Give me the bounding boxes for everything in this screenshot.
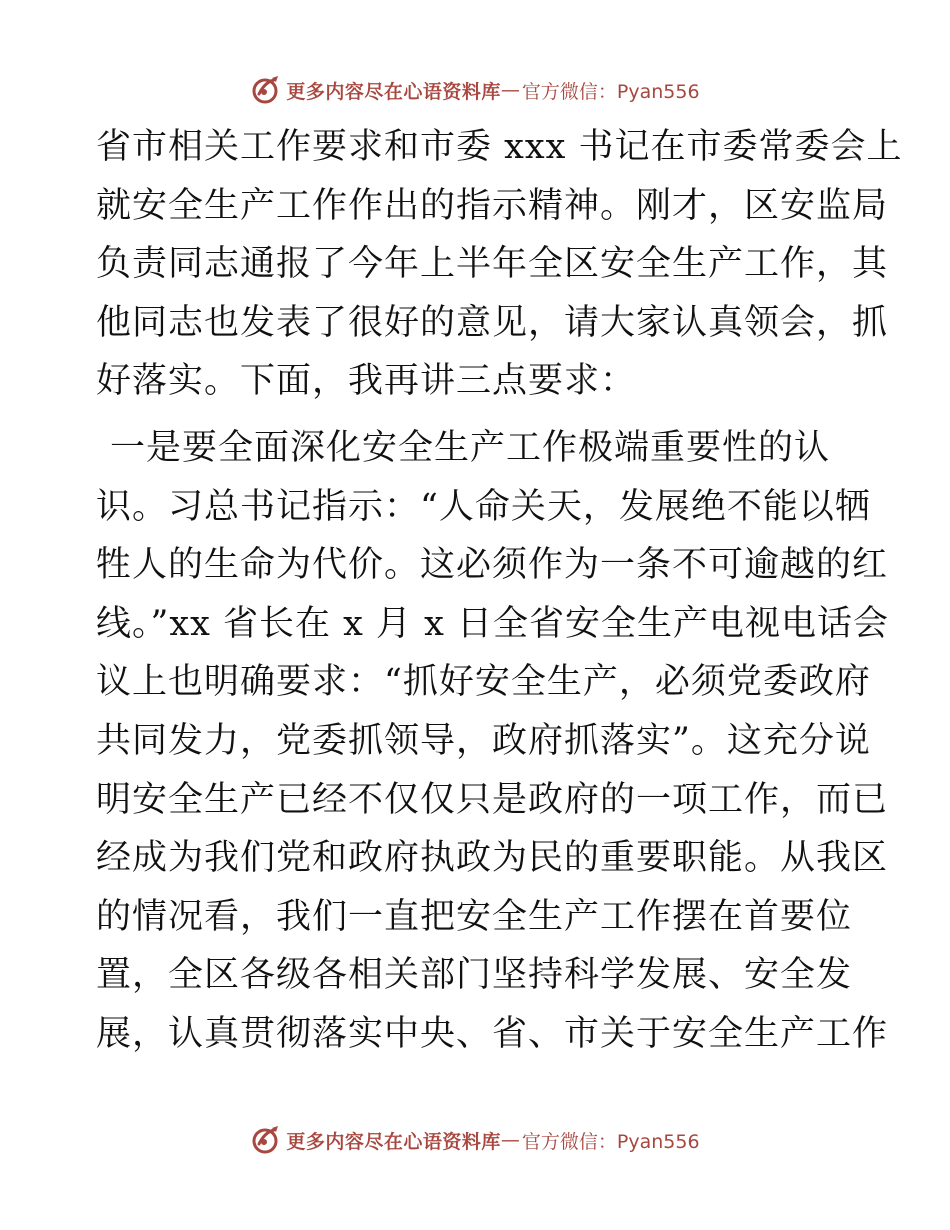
paragraph-2 [96,419,889,1064]
text-line: 就安全生产工作作出的指示精神。刚才，区安监局 [96,185,889,226]
text-line: 的情况看，我们一直把安全生产工作摆在首要位 [96,896,853,937]
text-line: 省市相关工作要求和市委 xxx 书记在市委常委会上 [96,127,903,167]
footer-contact-text: 官方微信：Pyan556 [521,1130,700,1153]
text-line: 他同志也发表了很好的意见，请大家认真领会，抓 [96,302,889,343]
header-banner [0,72,950,108]
footer-banner-separator: — [500,1129,520,1151]
pen-swirl-logo-icon [250,1124,282,1156]
pen-swirl-logo-icon [250,74,282,106]
footer-banner-text: 更多内容尽在心语资料库 [286,1130,501,1153]
text-line: 明安全生产已经不仅仅只是政府的一项工作，而已 [96,779,889,820]
text-line: 好落实。下面，我再讲三点要求： [96,361,637,402]
text-line: 牲人的生命为代价。这必须作为一条不可逾越的红 [96,545,889,586]
text-line: 置，全区各级各相关部门坚持科学发展、安全发 [96,955,853,996]
text-line: 识。习总书记指示：“人命关天，发展绝不能以牺 [96,486,871,527]
header-contact-text: 官方微信：Pyan556 [521,80,700,103]
text-line: 一是要全面深化安全生产工作极端重要性的认 [110,427,831,468]
footer-banner [0,1122,950,1158]
document-body [96,118,903,1064]
text-line: 经成为我们党和政府执政为民的重要职能。从我区 [96,838,889,879]
text-line: 负责同志通报了今年上半年全区安全生产工作，其 [96,244,889,285]
paragraph-1 [96,118,903,411]
text-line: 共同发力，党委抓领导，政府抓落实”。这充分说 [96,720,871,761]
header-banner-text: 更多内容尽在心语资料库 [286,80,501,103]
paragraph-spacer [96,411,856,419]
header-banner-separator: — [500,79,520,101]
text-line: 线。”xx 省长在 x 月 x 日全省安全生产电视电话会 [96,603,889,644]
text-line: 展，认真贯彻落实中央、省、市关于安全生产工作 [96,1013,889,1054]
text-line: 议上也明确要求：“抓好安全生产，必须党委政府 [96,662,871,703]
